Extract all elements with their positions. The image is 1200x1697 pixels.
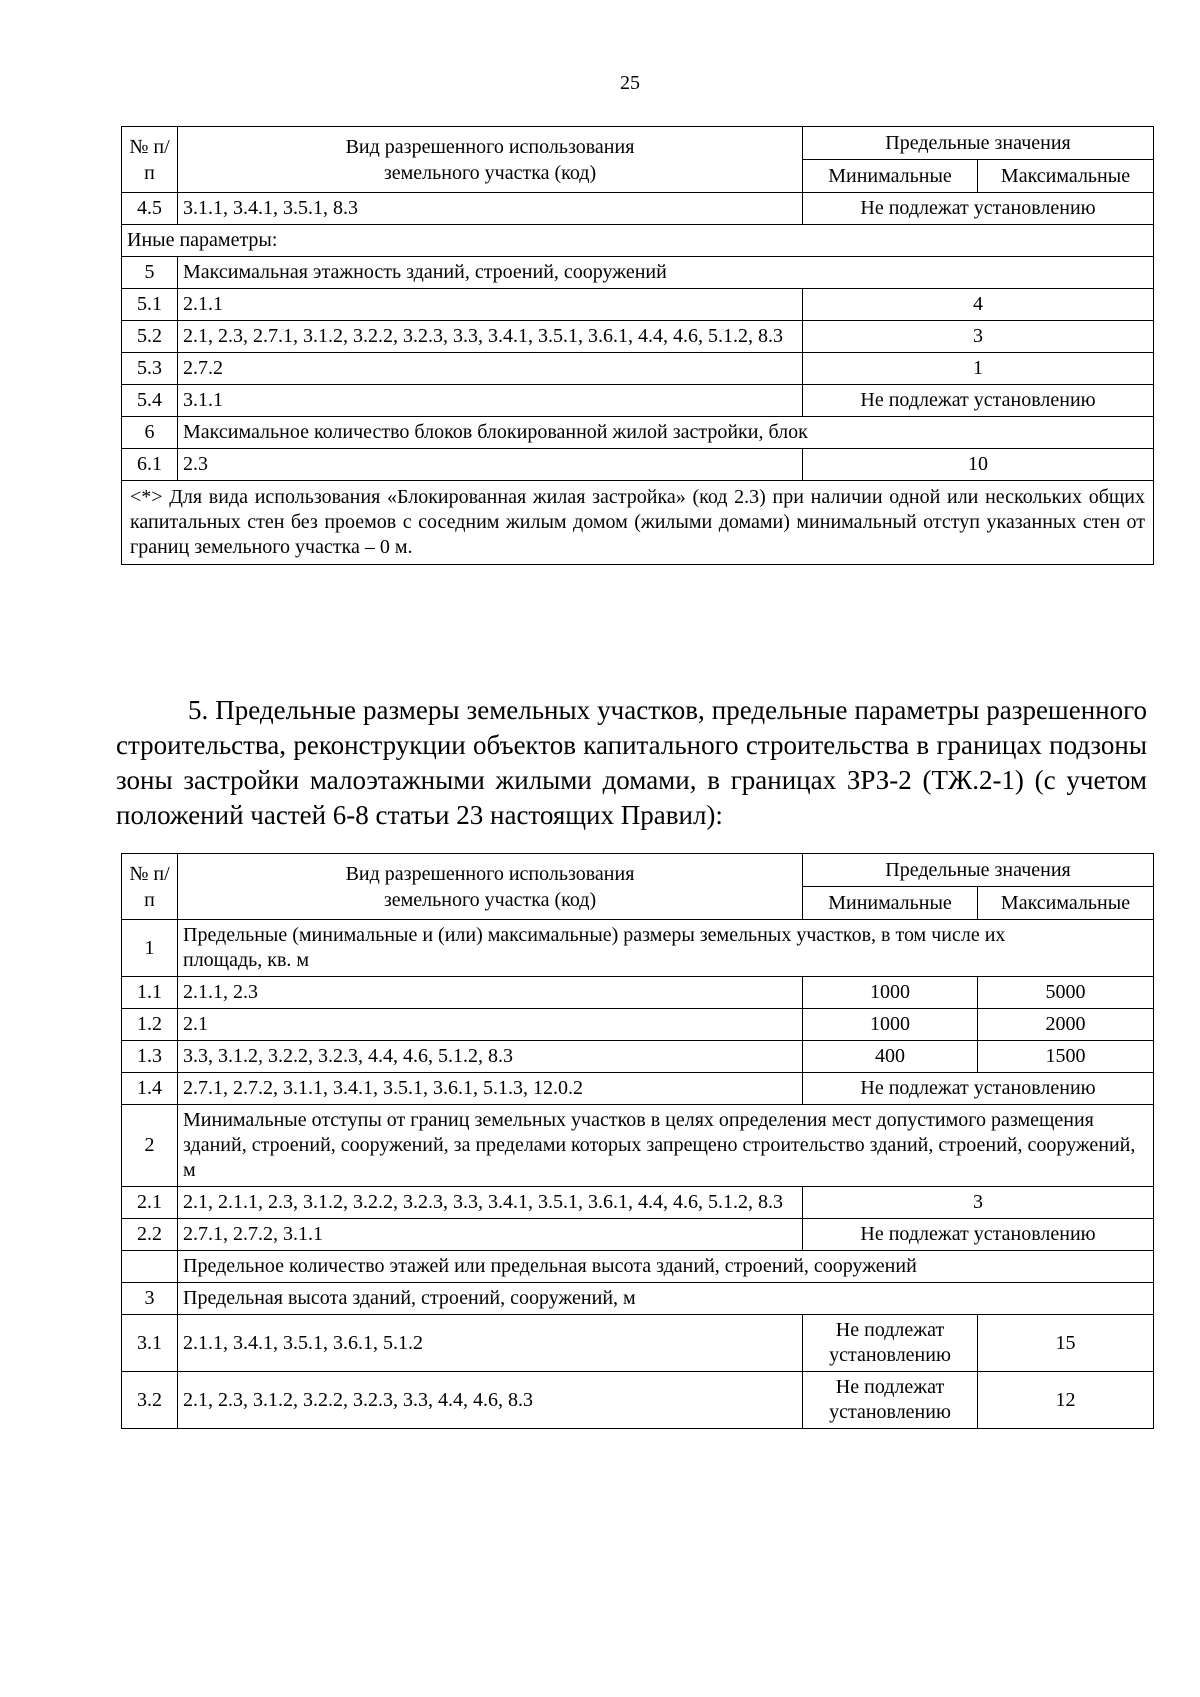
table-row	[122, 1219, 1154, 1251]
row-num: 1.1	[122, 977, 178, 1009]
row-num: 1.3	[122, 1041, 178, 1073]
row-codes: 2.1.1, 3.4.1, 3.5.1, 3.6.1, 5.1.2	[178, 1315, 803, 1372]
table-row	[122, 257, 1154, 289]
row-value: 3	[803, 321, 1154, 353]
page-number: 25	[620, 72, 640, 94]
row-min: Не подлежат установлению	[803, 1372, 978, 1429]
row-min: Не подлежат установлению	[803, 1315, 978, 1372]
row-max: 2000	[978, 1009, 1154, 1041]
header-num: № п/п	[122, 854, 178, 920]
row-codes: 2.1, 2.3, 2.7.1, 3.1.2, 3.2.2, 3.2.3, 3.3, 3.4.1, 3.5.1, 3.6.1, 4.4, 4.6, 5.1.2, 8.3	[178, 321, 803, 353]
row-codes: 3.1.1, 3.4.1, 3.5.1, 8.3	[178, 193, 803, 225]
header-max: Максимальные	[978, 160, 1154, 193]
table-row	[122, 1105, 1154, 1187]
row-value: 10	[803, 449, 1154, 481]
table-row	[122, 385, 1154, 417]
row-codes: 3.3, 3.1.2, 3.2.2, 3.2.3, 4.4, 4.6, 5.1.2, 8.3	[178, 1041, 803, 1073]
row-value: 3	[803, 1187, 1154, 1219]
table-row	[122, 353, 1154, 385]
row-max: 12	[978, 1372, 1154, 1429]
row-num: 3	[122, 1283, 178, 1315]
limits-table-zrz2	[121, 853, 1154, 1429]
table-row	[122, 289, 1154, 321]
table-row	[122, 1009, 1154, 1041]
row-value: 1	[803, 353, 1154, 385]
table-row	[122, 1315, 1154, 1372]
row-section-title: Максимальное количество блоков блокированной жилой застройки, блок	[178, 417, 1154, 449]
row-section-title: Минимальные отступы от границ земельных участков в целях определения мест допустимого размещения зданий, строений, сооружений, за пределами которых запрещено строительство зданий, строений, сооружений, м	[178, 1105, 1154, 1187]
row-codes: 2.3	[178, 449, 803, 481]
table-row	[122, 193, 1154, 225]
table-row	[122, 1283, 1154, 1315]
table-row	[122, 417, 1154, 449]
header-min: Минимальные	[803, 160, 978, 193]
table-row	[122, 1372, 1154, 1429]
table-row	[122, 225, 1154, 257]
row-num: 1.2	[122, 1009, 178, 1041]
row-num: 2	[122, 1105, 178, 1187]
row-num: 2.1	[122, 1187, 178, 1219]
table-header-row	[122, 127, 1154, 160]
table-row	[122, 1251, 1154, 1283]
row-num: 6.1	[122, 449, 178, 481]
row-max: 5000	[978, 977, 1154, 1009]
row-num: 2.2	[122, 1219, 178, 1251]
table-row	[122, 321, 1154, 353]
row-min: 1000	[803, 1009, 978, 1041]
row-codes: 3.1.1	[178, 385, 803, 417]
row-num: 3.1	[122, 1315, 178, 1372]
table-header-row	[122, 854, 1154, 887]
row-codes: 2.7.1, 2.7.2, 3.1.1, 3.4.1, 3.5.1, 3.6.1, 5.1.3, 12.0.2	[178, 1073, 803, 1105]
row-section-title: Максимальная этажность зданий, строений, сооружений	[178, 257, 1154, 289]
row-num: 5.1	[122, 289, 178, 321]
table-row	[122, 481, 1154, 565]
header-num: № п/п	[122, 127, 178, 193]
row-num: 4.5	[122, 193, 178, 225]
section-5-paragraph: 5. Предельные размеры земельных участков, предельные параметры разрешенного строительства, реконструкции объектов капитального строительства в границах подзоны зоны застройки малоэтажными жилыми домами, в границах ЗРЗ-2 (ТЖ.2-1) (с учетом положений частей 6-8 статьи 23 настоящих Правил):	[116, 695, 1147, 830]
table-row	[122, 920, 1154, 977]
row-min: 400	[803, 1041, 978, 1073]
header-min: Минимальные	[803, 887, 978, 920]
row-num: 3.2	[122, 1372, 178, 1429]
row-codes: 2.1	[178, 1009, 803, 1041]
footnote: <*> Для вида использования «Блокированная жилая застройка» (код 2.3) при наличии одной или нескольких общих капитальных стен без проемов с соседним жилым домом (жилыми домами) минимальный отступ указанных стен от границ земельного участка – 0 м.	[122, 481, 1154, 565]
row-max: 15	[978, 1315, 1154, 1372]
row-num-empty	[122, 1251, 178, 1283]
row-section-title: Предельное количество этажей или предельная высота зданий, строений, сооружений	[178, 1251, 1154, 1283]
row-value: 4	[803, 289, 1154, 321]
row-max: 1500	[978, 1041, 1154, 1073]
row-num: 1.4	[122, 1073, 178, 1105]
row-codes: 2.7.1, 2.7.2, 3.1.1	[178, 1219, 803, 1251]
row-num: 6	[122, 417, 178, 449]
row-value: Не подлежат установлению	[803, 1073, 1154, 1105]
table-row	[122, 1187, 1154, 1219]
row-num: 1	[122, 920, 178, 977]
row-min: 1000	[803, 977, 978, 1009]
table-row	[122, 977, 1154, 1009]
header-vid: Вид разрешенного использования земельного участка (код)	[178, 854, 803, 920]
row-num: 5.4	[122, 385, 178, 417]
row-value: Не подлежат установлению	[803, 193, 1154, 225]
row-num: 5.2	[122, 321, 178, 353]
row-value: Не подлежат установлению	[803, 385, 1154, 417]
row-codes: 2.1.1	[178, 289, 803, 321]
header-max: Максимальные	[978, 887, 1154, 920]
header-vid: Вид разрешенного использования земельного участка (код)	[178, 127, 803, 193]
header-limits: Предельные значения	[803, 854, 1154, 887]
table-row	[122, 1073, 1154, 1105]
header-limits: Предельные значения	[803, 127, 1154, 160]
table-row	[122, 1041, 1154, 1073]
row-num: 5	[122, 257, 178, 289]
limits-table-continued	[121, 126, 1154, 565]
row-value: Не подлежат установлению	[803, 1219, 1154, 1251]
row-codes: 2.1, 2.1.1, 2.3, 3.1.2, 3.2.2, 3.2.3, 3.3, 3.4.1, 3.5.1, 3.6.1, 4.4, 4.6, 5.1.2, 8.3	[178, 1187, 803, 1219]
row-codes: 2.1, 2.3, 3.1.2, 3.2.2, 3.2.3, 3.3, 4.4, 4.6, 8.3	[178, 1372, 803, 1429]
row-codes: 2.1.1, 2.3	[178, 977, 803, 1009]
table-row	[122, 449, 1154, 481]
row-num: 5.3	[122, 353, 178, 385]
row-codes: 2.7.2	[178, 353, 803, 385]
other-params-label: Иные параметры:	[122, 225, 1154, 257]
row-section-title: Предельная высота зданий, строений, сооружений, м	[178, 1283, 1154, 1315]
row-section-title: Предельные (минимальные и (или) максимальные) размеры земельных участков, в том числе их площадь, кв. м	[178, 920, 1154, 977]
